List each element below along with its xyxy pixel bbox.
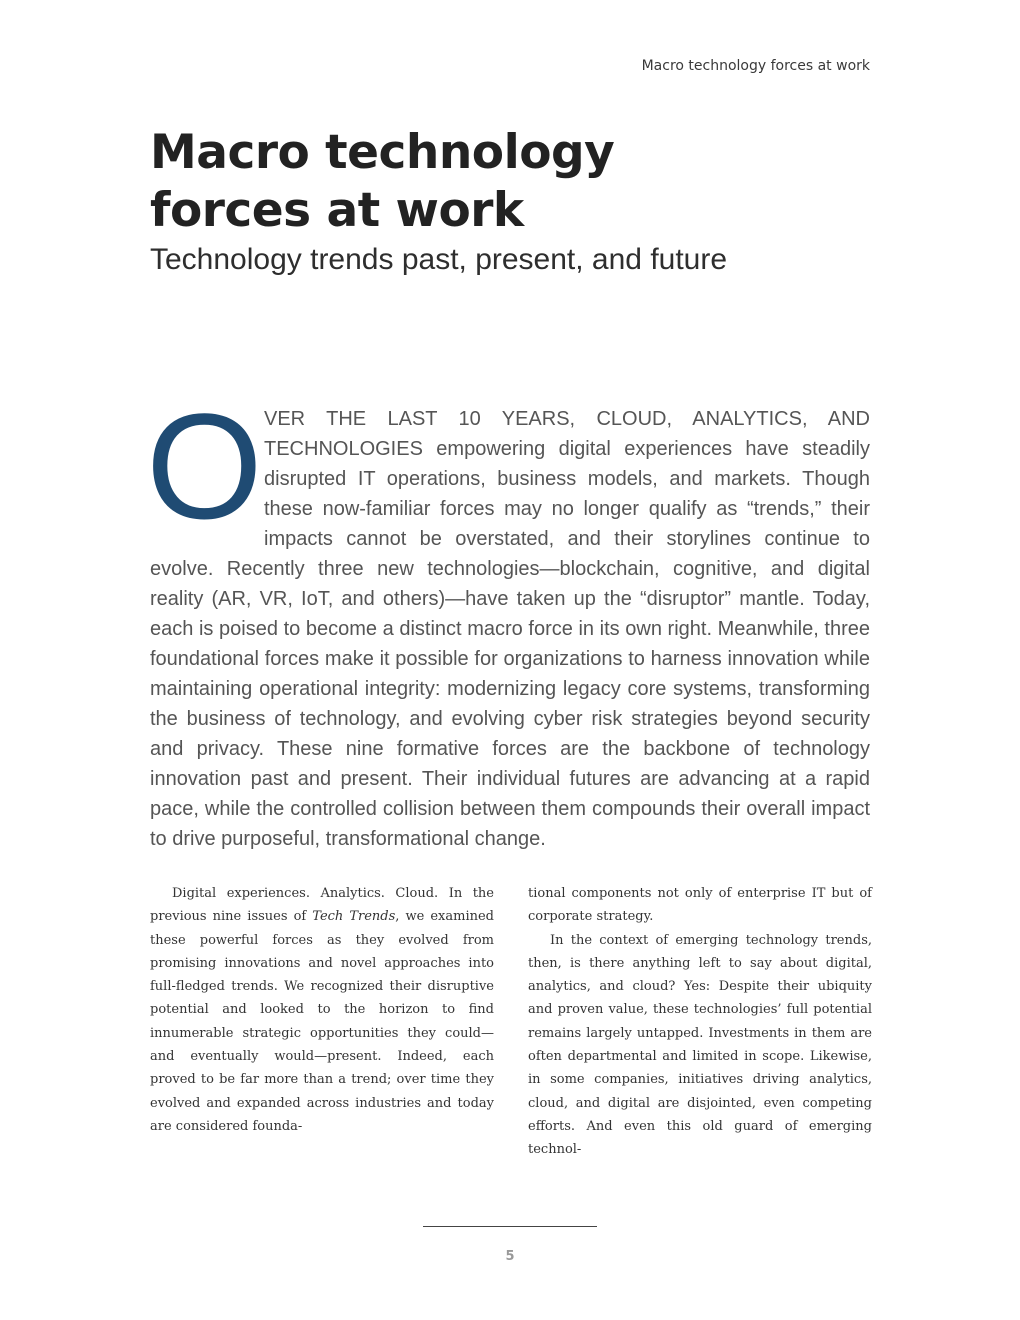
running-header: Macro technology forces at work <box>641 58 870 74</box>
article-subtitle: Technology trends past, present, and future <box>150 243 728 276</box>
body-text: Digital experiences. Analytics. Cloud. In the previous nine issues of <box>150 886 494 925</box>
drop-cap: O <box>146 382 263 550</box>
page-number: 5 <box>505 1249 515 1264</box>
body-text: , we examined these powerful forces as they evolved from promising innovations and novel approaches into full-fledged trends. We recognized their disruptive potential and looked to the horizon to find innumerable strategic opportunities they could—and eventually would—present. Indeed, each proved to be far more than a trend; over time they evolved and expanded across industries and today are considered founda- <box>150 909 494 1134</box>
footer-divider <box>423 1226 597 1227</box>
body-paragraph: In the context of emerging technology trends, then, is there anything left to say about digital, analytics, and cloud? Yes: Despite their ubiquity and proven value, these technologies’ full potential remains largely untapped. Investments in them are often departmental and limited in scope. Likewise, in some companies, initiatives driving analytics, cloud, and digital are disjointed, even competing efforts. And even this old guard of emerging technol- <box>528 932 872 1158</box>
body-column-left <box>150 882 494 1138</box>
body-paragraph <box>150 882 494 1138</box>
intro-text: VER THE LAST 10 YEARS, CLOUD, ANALYTICS, AND TECHNOLOGIES empowering digital experiences have steadily disrupted IT operations, business models, and markets. Though these now-familiar forces may no longer qualify as “trends,” their impacts cannot be overstated, and their storylines continue to evolve. Recently three new technologies—blockchain, cognitive, and digital reality (AR, VR, IoT, and others)—have taken up the “disruptor” mantle. Today, each is poised to become a distinct macro force in its own right. Meanwhile, three foundational forces make it possible for organizations to harness innovation while maintaining operational integrity: modernizing legacy core systems, transforming the business of technology, and evolving cyber risk strategies beyond security and privacy. These nine formative forces are the backbone of technology innovation past and present. Their individual futures are advancing at a rapid pace, while the controlled collision between them compounds their overall impact to drive purposeful, transformational change. <box>150 408 870 850</box>
intro-paragraph <box>146 382 870 854</box>
body-columns <box>150 882 872 1158</box>
publication-title: Tech Trends <box>312 909 396 925</box>
body-column-right <box>528 882 872 1162</box>
article-title: Macro technology forces at work <box>150 125 615 238</box>
body-paragraph-continued: tional components not only of enterprise IT but of corporate strategy. <box>528 886 872 925</box>
